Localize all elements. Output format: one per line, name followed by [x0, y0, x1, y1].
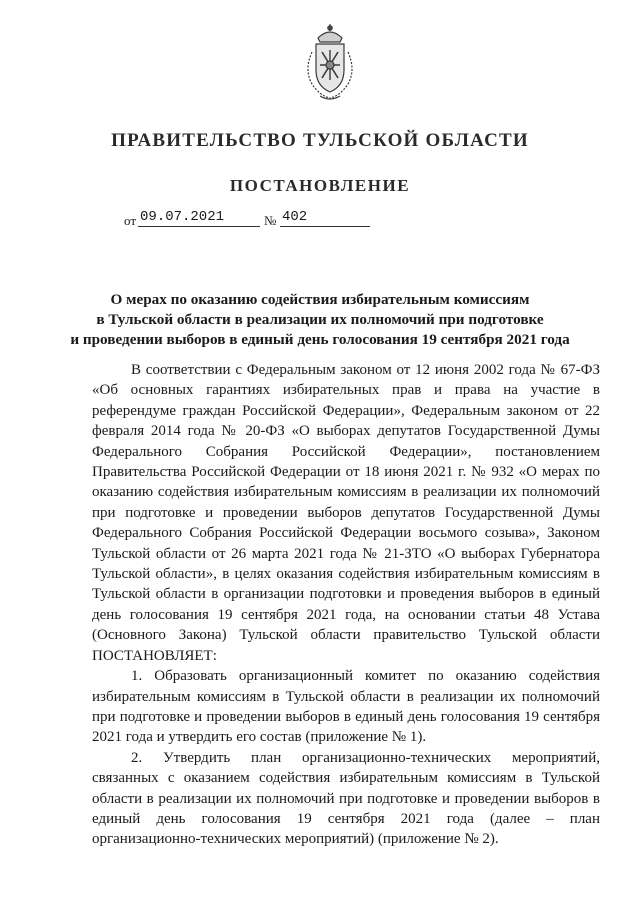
- document-heading: [0, 290, 640, 350]
- preamble-paragraph: В соответствии с Федеральным законом от 12 июня 2002 года № 67-ФЗ «Об основных гарантиях избирательных прав и права на участие в референдуме граждан Российской Федерации», Федеральным законом от 22 февраля 2014 года № 20-ФЗ «О выборах депутатов Государственной Думы Федерального Собрания Российской Федерации», постановлением Правительства Российской Федерации от 18 июня 2021 г. № 932 «О мерах по оказанию содействия избирательным комиссиям в реализации их полномочий при подготовке и проведении выборов депутатов Государственной Думы Федерального Собрания Российской Федерации восьмого созыва», Законом Тульской области от 26 марта 2021 года № 21-ЗТО «О выборах Губернатора Тульской области», в целях оказания содействия избирательным комиссиям в Тульской области в организации подготовки и проведения выборов в единый день голосования 19 сентября 2021 года, на основании статьи 48 Устава (Основного Закона) Тульской области правительство Тульской области ПОСТАНОВЛЯЕТ:: [92, 362, 600, 664]
- document-number: 402: [280, 209, 370, 227]
- date-label: от: [124, 213, 137, 228]
- coat-of-arms-emblem: [298, 22, 362, 102]
- document-type: ПОСТАНОВЛЕНИЕ: [229, 176, 411, 195]
- document-date: 09.07.2021: [138, 209, 260, 227]
- heading-line: и проведении выборов в единый день голосования 19 сентября 2021 года: [70, 331, 570, 348]
- clause-paragraph: 2. Утвердить план организационно-технических мероприятий, связанных с оказанием содействия избирательным комиссиям в Тульской области в реализации их полномочий при подготовке и проведении выборов в единый день голосования 19 сентября 2021 года (далее – план организационно-технических мероприятий) (приложение № 2).: [92, 749, 600, 848]
- government-title: ПРАВИТЕЛЬСТВО ТУЛЬСКОЙ ОБЛАСТИ: [111, 130, 529, 151]
- heading-line: О мерах по оказанию содействия избирательным комиссиям: [110, 291, 530, 308]
- heading-line: в Тульской области в реализации их полномочий при подготовке: [96, 311, 544, 328]
- document-body: [92, 360, 600, 850]
- clause-paragraph: 1. Образовать организационный комитет по оказанию содействия избирательным комиссиям в Тульской области в реализации их полномочий при подготовке и проведении выборов в единый день голосования 19 сентября 2021 года и утвердить его состав (приложение № 1).: [92, 668, 600, 746]
- number-label: №: [264, 213, 277, 228]
